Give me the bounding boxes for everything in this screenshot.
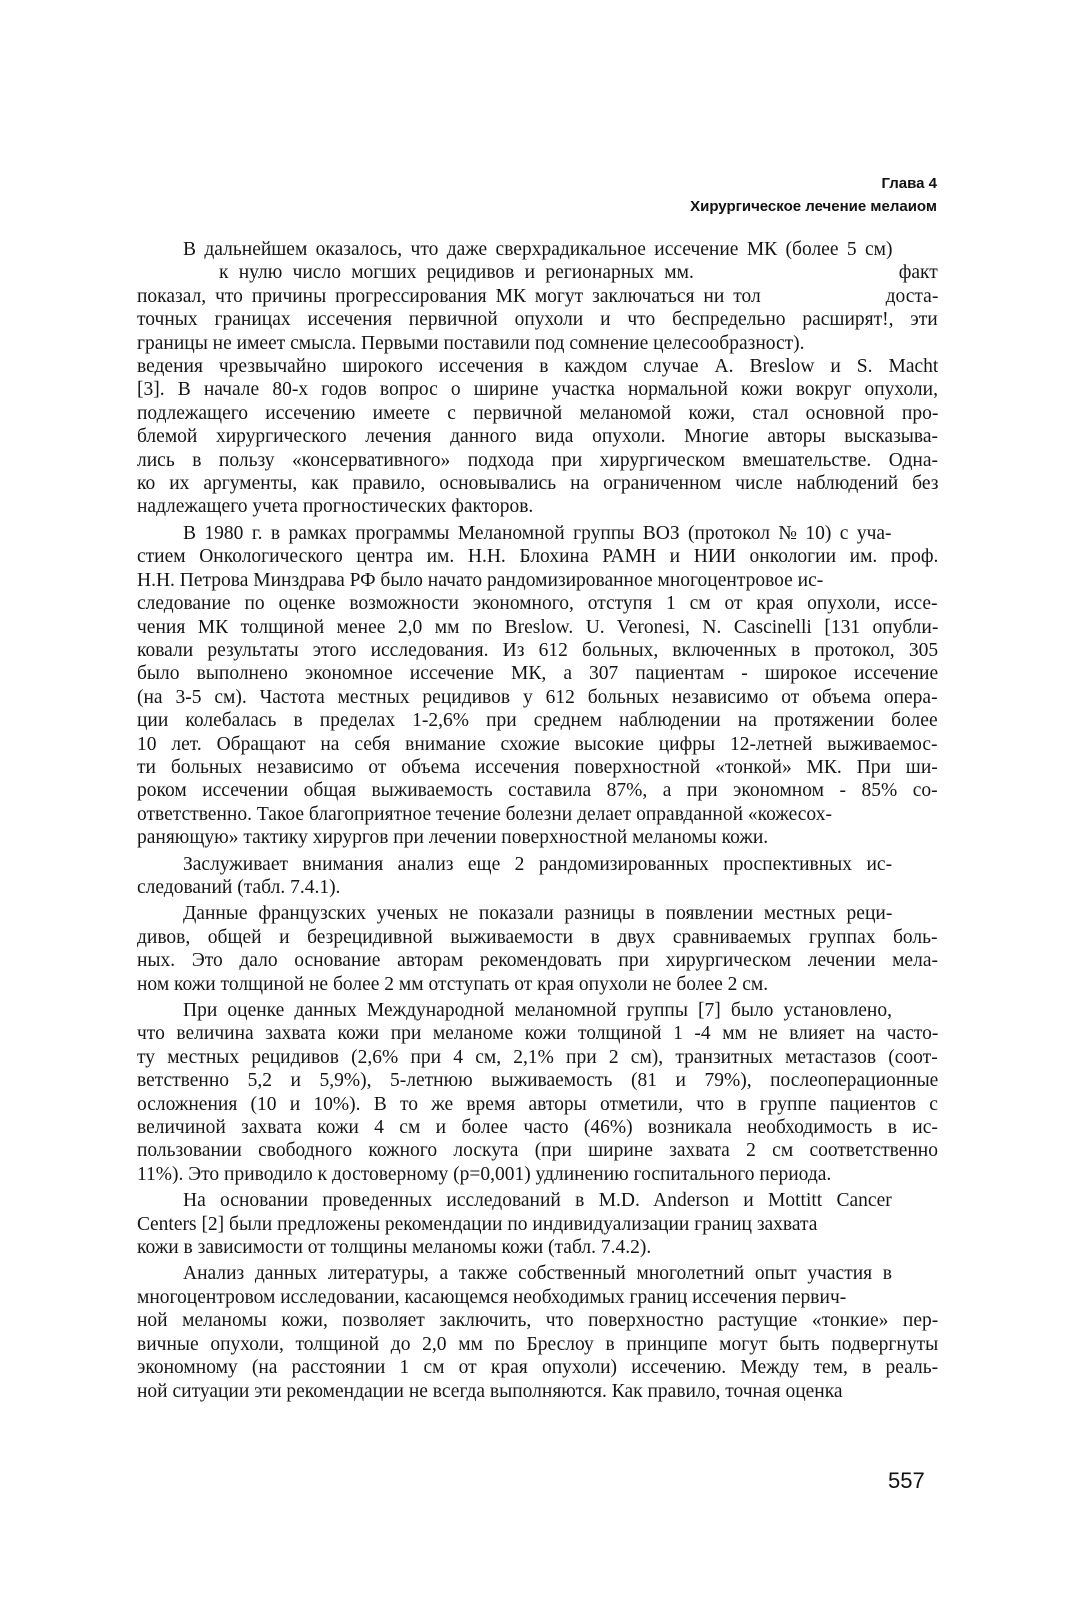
- chapter-title: Хирургическое лечение мелаиом: [690, 198, 937, 215]
- text-line: что величина захвата кожи при меланоме кожи толщиной 1 -4 мм не влияет на часто-: [137, 1023, 938, 1045]
- text-line: подлежащего иссечению имеете с первичной меланомой кожи, стал основной про-: [137, 402, 938, 424]
- text-line: стием Онкологического центра им. Н.Н. Блохина РАМН и НИИ онкологии им. проф.: [137, 546, 938, 568]
- text-line: ных. Это дало основание авторам рекомендовать при хирургическом лечении мела-: [137, 950, 938, 972]
- text-line: кожи в зависимости от толщины меланомы кожи (табл. 7.4.2).: [137, 1237, 652, 1259]
- paragraph: [137, 902, 938, 996]
- text-line: вичные опухоли, толщиной до 2,0 мм по Бреслоу в принципе могут быть подвергнуты: [137, 1333, 938, 1355]
- text-line: лись в пользу «консервативного» подхода при хирургическом вмешательстве. Одна-: [137, 449, 938, 471]
- running-head: [690, 172, 937, 218]
- text-line: ном кожи толщиной не более 2 мм отступать от края опухоли не более 2 см.: [137, 973, 769, 995]
- text-line: ветственно 5,2 и 5,9%), 5-летнюю выживаемость (81 и 79%), послеоперационные: [137, 1070, 938, 1092]
- text-line: величиной захвата кожи 4 см и более часто (46%) возникала необходимость в ис-: [137, 1117, 938, 1139]
- text-line: следований (табл. 7.4.1).: [137, 876, 341, 898]
- text-line: следование по оценке возможности экономного, отступя 1 см от края опухоли, иссе-: [137, 593, 938, 615]
- text-line: (на 3-5 см). Частота местных рецидивов у 612 больных независимо от объема опера-: [137, 686, 938, 708]
- text-line: границы не имеет смысла. Первыми поставили под сомнение целесообразност).: [137, 332, 805, 354]
- text-line: роком иссечении общая выживаемость составила 87%, а при экономном - 85% со-: [137, 780, 938, 802]
- text-line: Н.Н. Петрова Минздрава РФ было начато рандомизированное многоцентровое ис-: [137, 569, 824, 591]
- text-line: пользовании свободного кожного лоскута (при ширине захвата 2 см соответственно: [137, 1140, 938, 1162]
- paragraph: [137, 1262, 938, 1402]
- text-line: ции колебалась в пределах 1-2,6% при среднем наблюдении на протяжении более: [137, 710, 938, 732]
- text-line: дивов, общей и безрецидивной выживаемости в двух сравниваемых группах боль-: [137, 926, 938, 948]
- paragraph: [137, 238, 938, 519]
- text-line: блемой хирургического лечения данного вида опухоли. Многие авторы высказыва-: [137, 426, 938, 448]
- body-text: [137, 238, 938, 1406]
- text-line: ответственно. Такое благоприятное течение болезни делает оправданной «кожесох-: [137, 803, 832, 825]
- text-line: 10 лет. Обращают на себя внимание схожие высокие цифры 12-летней выживаемос-: [137, 733, 938, 755]
- paragraph: [137, 853, 938, 900]
- text-line: 11%). Это приводило к достоверному (р=0,001) удлинению госпитального периода.: [137, 1163, 832, 1185]
- text-line: было выполнено экономное иссечение МК, а 307 пациентам - широкое иссечение: [137, 663, 938, 685]
- text-line: В дальнейшем оказалось, что даже сверхрадикальное иссечение МК (более 5 см): [183, 239, 893, 260]
- text-line: ти больных независимо от объема иссечения поверхностной «тонкой» МК. При ши-: [137, 756, 938, 778]
- text-line: На основании проведенных исследований в M.D. Anderson и Mottitt Cancer: [183, 1190, 892, 1212]
- text-line: надлежащего учета прогностических факторов.: [137, 496, 534, 518]
- paragraph: [137, 1189, 938, 1259]
- text-line: точных границах иссечения первичной опухоли и что беспредельно расширят!, эти: [137, 309, 938, 331]
- text-line: к нулю число могших рецидивов и регионарных мм. факт: [137, 262, 938, 284]
- text-line: В 1980 г. в рамках программы Меланомной группы ВОЗ (протокол № 10) с уча-: [183, 522, 892, 544]
- page-number: 557: [888, 1468, 925, 1493]
- text-line: раняющую» тактику хирургов при лечении поверхностной меланомы кожи.: [137, 827, 769, 849]
- chapter-label: Глава 4: [881, 175, 937, 192]
- text-line: чения МК толщиной менее 2,0 мм по Breslow. U. Veronesi, N. Cascinelli [131 опубли-: [137, 616, 938, 638]
- text-line: многоцентровом исследовании, касающемся необходимых границ иссечения первич-: [137, 1286, 847, 1308]
- text-line: ко их аргументы, как правило, основывались на ограниченном числе наблюдений без: [137, 473, 938, 495]
- text-line: Данные французских ученых не показали разницы в появлении местных реци-: [183, 903, 893, 925]
- text-line: осложнения (10 и 10%). В то же время авторы отметили, что в группе пациентов с: [137, 1093, 938, 1115]
- text-line: экономному (на расстоянии 1 см от края опухоли) иссечению. Между тем, в реаль-: [137, 1357, 938, 1379]
- text-line: ной ситуации эти рекомендации не всегда выполняются. Как правило, точная оценка: [137, 1380, 843, 1402]
- text-line: ведения чрезвычайно широкого иссечения в каждом случае A. Breslow и S. Macht: [137, 356, 938, 378]
- text-line: ковали результаты этого исследования. Из 612 больных, включенных в протокол, 305: [137, 639, 938, 661]
- text-line: Анализ данных литературы, а также собственный многолетний опыт участия в: [183, 1263, 893, 1285]
- paragraph: [137, 999, 938, 1186]
- paragraph: [137, 522, 938, 850]
- text-line: [3]. В начале 80-х годов вопрос о ширине участка нормальной кожи вокруг опухоли,: [137, 379, 938, 401]
- text-line: При оценке данных Международной меланомной группы [7] было установлено,: [183, 1000, 892, 1021]
- text-line: показал, что причины прогрессирования МК могут заключаться ни тол доста-: [137, 285, 938, 307]
- text-line: Заслуживает внимания анализ еще 2 рандомизированных проспективных ис-: [183, 853, 893, 875]
- text-line: ной меланомы кожи, позволяет заключить, что поверхностно растущие «тонкие» пер-: [137, 1310, 938, 1332]
- text-line: ту местных рецидивов (2,6% при 4 см, 2,1% при 2 см), транзитных метастазов (соот-: [137, 1046, 938, 1068]
- text-line: Centers [2] были предложены рекомендации по индивидуализации границ захвата: [137, 1213, 818, 1235]
